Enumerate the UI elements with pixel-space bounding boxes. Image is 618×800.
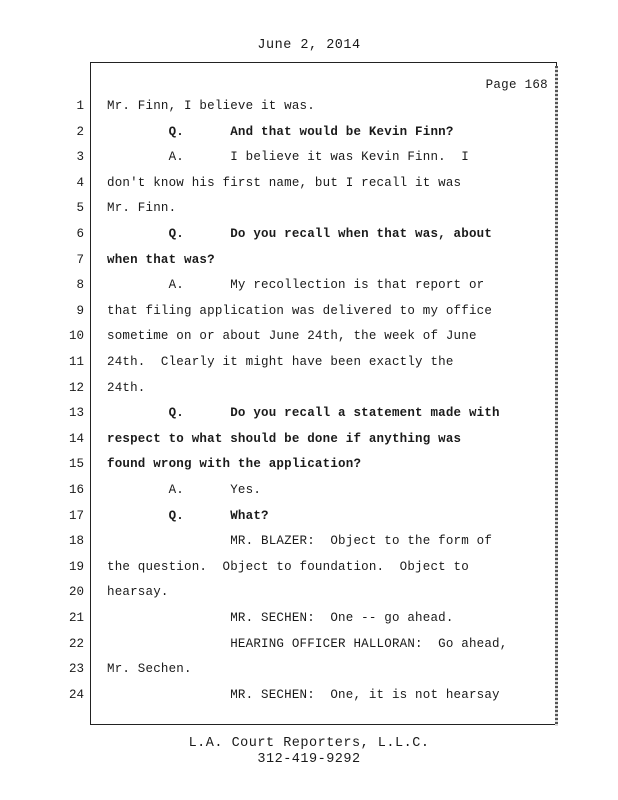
frame-edge [555,66,558,726]
line-number: 15 [68,457,84,472]
line-number: 17 [68,508,84,523]
line-number: 12 [68,380,84,395]
line-number: 5 [76,201,84,216]
transcript-line: hearsay. [107,585,169,600]
transcript-line: Mr. Finn, I believe it was. [107,99,315,113]
line-number: 7 [76,252,84,267]
line-number: 2 [76,124,84,139]
line-number: 19 [68,559,84,574]
transcript-line: A. I believe it was Kevin Finn. I [107,150,469,165]
line-number: 11 [68,355,84,369]
transcript-line: HEARING OFFICER HALLORAN: Go ahead, [107,636,508,651]
line-number: 21 [68,611,84,625]
transcript-line: Q. Do you recall a statement made with [107,406,500,421]
transcript-line: that filing application was delivered to my office [107,303,493,318]
transcript-line: sometime on or about June 24th, the week of June [107,329,477,344]
line-number: 13 [68,406,84,421]
line-number: 22 [68,636,84,651]
transcript-line: A. Yes. [107,483,262,497]
transcript-line: respect to what should be done if anything was [107,431,462,446]
transcript-line: Mr. Sechen. [107,662,192,677]
page-number: Page 168 [485,78,548,92]
transcript-line: A. My recollection is that report or [107,278,485,293]
header-date: June 2, 2014 [257,38,361,53]
line-number: 20 [68,585,84,600]
line-number: 6 [76,227,84,241]
footer-company: L.A. Court Reporters, L.L.C. [188,736,430,751]
transcript-line: when that was? [107,252,215,267]
line-number: 4 [76,175,84,190]
transcript-line: MR. SECHEN: One -- go ahead. [107,611,454,625]
transcript-line: found wrong with the application? [107,457,362,472]
transcript-line: 24th. Clearly it might have been exactly the [107,355,454,369]
line-number: 23 [68,662,84,677]
line-number: 24 [68,687,84,702]
transcript-line: Mr. Finn. [107,201,177,216]
transcript-line: 24th. [107,380,146,395]
line-number: 18 [68,534,84,549]
line-number: 1 [76,99,84,113]
footer-phone: 312-419-9292 [257,752,361,767]
line-number: 10 [68,329,84,344]
transcript-line: MR. BLAZER: Object to the form of [107,534,493,549]
transcript-line: don't know his first name, but I recall it was [107,175,462,190]
line-number: 8 [76,278,84,293]
transcript-line: MR. SECHEN: One, it is not hearsay [107,687,500,702]
transcript-line: Q. What? [107,508,269,523]
transcript-line: Q. Do you recall when that was, about [107,227,493,241]
line-number: 9 [76,303,84,318]
transcript-line: the question. Object to foundation. Object to [107,559,469,574]
line-number: 14 [68,431,84,446]
transcript-line: Q. And that would be Kevin Finn? [107,124,454,139]
line-number: 16 [68,483,84,497]
line-number: 3 [76,150,84,165]
